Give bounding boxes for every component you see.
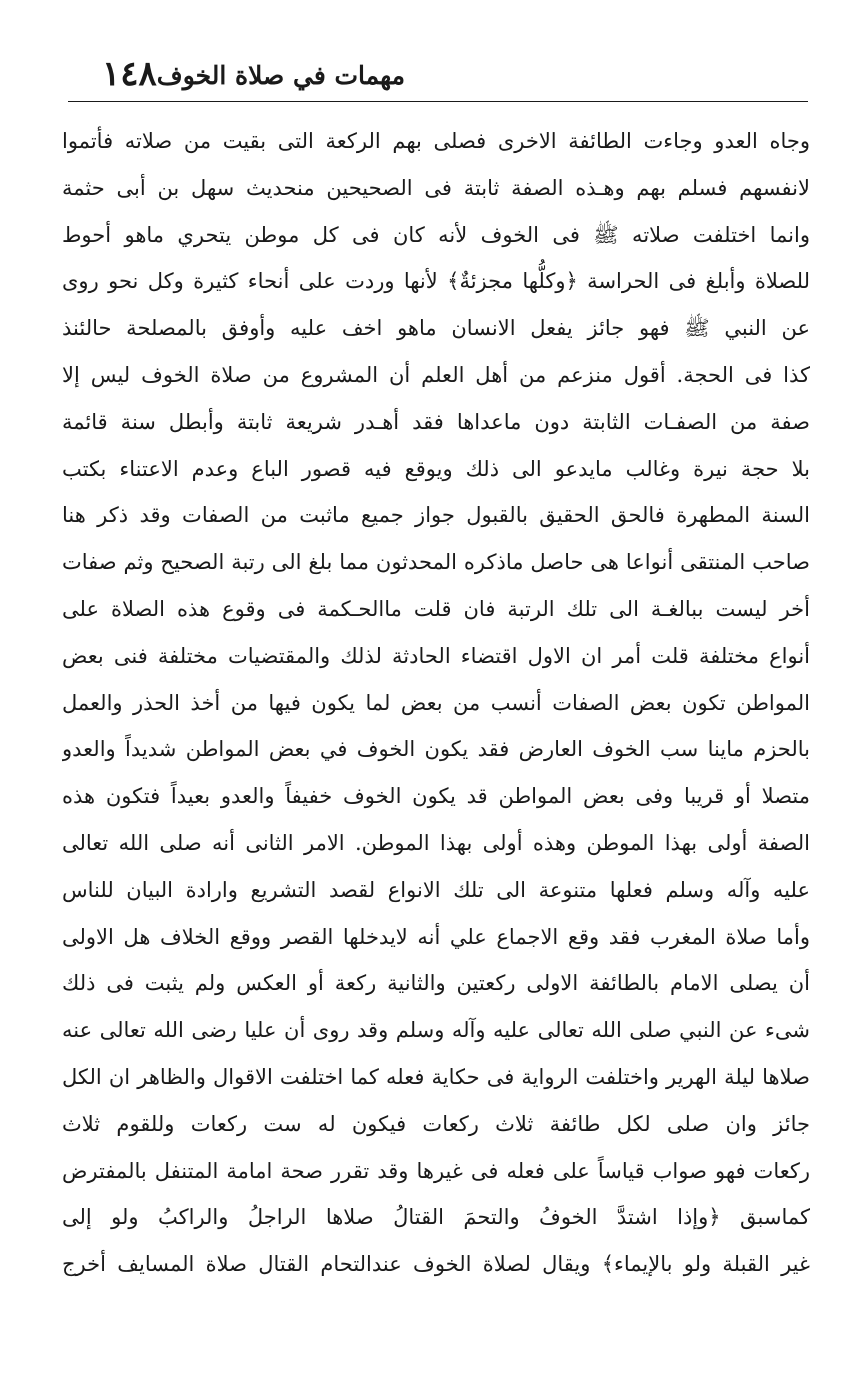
text-line: بالحزم ماينا سب الخوف العارض فقد يكون الخوف في بعض المواطن شديداً والعدو — [62, 737, 810, 762]
text-line: عليه وآله وسلم فعلها متنوعة الى تلك الانواع لقصد التشريع وارادة البيان للناس — [62, 877, 810, 902]
text-line: صاحب المنتقى أنواعا هى حاصل ماذكره المحدثون مما بلغ الى رتبة الصحيح وثم صفات — [62, 550, 810, 575]
body-text — [62, 118, 810, 1288]
text-line: الصفة أولى بهذا الموطن وهذه أولى بهذا الموطن. الامر الثانى أنه صلى الله تعالى — [62, 830, 810, 855]
text-line: متصلا أو قريبا وفى بعض المواطن قد يكون الخوف خفيفاً والعدو بعيداً فتكون هذه — [62, 784, 810, 809]
text-line: السنة المطهرة فالحق الحقيق بالقبول جواز جميع ماثبت من الصفات وقد ذكر هنا — [62, 503, 810, 528]
page-header — [68, 50, 806, 94]
text-line: للصلاة وأبلغ فى الحراسة ﴿وكلُّها مجزئةٌ﴾ لأنها وردت على أنحاء كثيرة وكل نحو روى — [62, 269, 810, 294]
text-line: عن النبي ﷺ فهو جائز يفعل الانسان ماهو اخف عليه وأوفق بالمصلحة حالئنذ — [62, 316, 810, 341]
text-line: ركعات فهو صواب قياساً على فعله فى غيرها وقد تقرر صحة امامة المتنفل بالمفترض — [62, 1158, 810, 1183]
header-rule — [68, 101, 808, 102]
running-title: مهمات في صلاة الخوف — [156, 61, 405, 90]
text-line: المواطن تكون بعض الصفات أنسب من بعض لما يكون فيها من أخذ الحذر والعمل — [62, 690, 810, 715]
text-line: وأما صلاة المغرب فقد وقع الاجماع علي أنه لايدخلها القصر ووقع الخلاف هل الاولى — [62, 924, 810, 949]
text-line: بلا حجة نيرة وغالب مايدعو الى ذلك ويوقع فيه قصور الباع وعدم الاعتناء بكتب — [62, 456, 810, 481]
text-line: كماسبق ﴿وإذا اشتدَّ الخوفُ والتحمَ القتالُ صلاها الراجلُ والراكبُ ولو إلى — [62, 1205, 810, 1230]
text-line: وجاه العدو وجاءت الطائفة الاخرى فصلى بهم الركعة التى بقيت من صلاته فأتموا — [62, 129, 810, 153]
text-line: أخر ليست ببالغـة الى تلك الرتبة فان قلت ماالحـكمة فى وقوع هذه الصلاة على — [62, 596, 810, 621]
text-line: لانفسهم فسلم بهم وهـذه الصفة ثابتة فى الصحيحين منحديث سهل بن أبى حثمة — [62, 175, 810, 200]
text-line: كذا فى الحجة. أقول منزعم من أهل العلم أن المشروع من صلاة الخوف ليس إلا — [62, 362, 810, 387]
text-line: أن يصلى الامام بالطائفة الاولى ركعتين والثانية ركعة أو العكس ولم يثبت فى ذلك — [62, 971, 810, 996]
page-number: ١٤٨ — [102, 54, 157, 94]
text-line: غير القبلة ولو بالإيماء﴾ ويقال لصلاة الخوف عندالتحام القتال صلاة المسايف أخرج — [62, 1252, 810, 1277]
text-line: أنواع مختلفة قلت أمر ان الاول اقتضاء الحادثة لذلك والمقتضيات مختلفة فنى بعض — [62, 643, 810, 668]
text-line: صفة من الصفـات الثابتة دون ماعداها فقد أهـدر شريعة ثابتة وأبطل سنة قائمة — [62, 409, 810, 434]
text-line: جائز وان صلى لكل طائفة ثلاث ركعات فيكون له ست ركعات وللقوم ثلاث — [62, 1111, 810, 1136]
text-line: وانما اختلفت صلاته ﷺ فى الخوف لأنه كان فى كل موطن يتحري ماهو أحوط — [62, 222, 810, 247]
text-line: شىء عن النبي صلى الله تعالى عليه وآله وسلم وقد روى أن عليا رضى الله تعالى عنه — [62, 1018, 810, 1043]
text-line: صلاها ليلة الهرير واختلفت الرواية فى حكاية فعله كما اختلفت الاقوال والظاهر ان الكل — [62, 1064, 810, 1089]
